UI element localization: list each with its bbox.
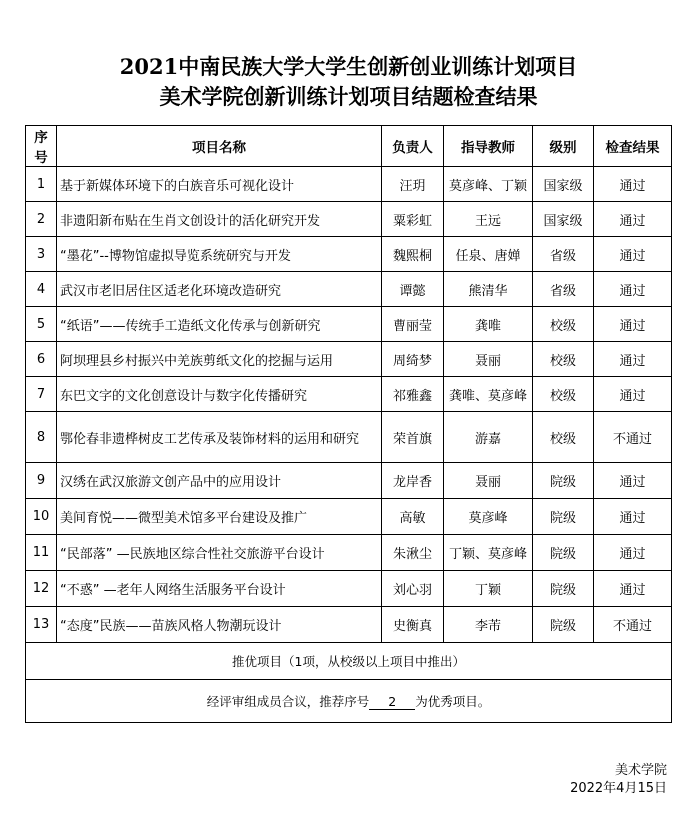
row-project-name: 武汉市老旧居住区适老化环境改造研究: [57, 272, 382, 307]
row-leader: 祁雅鑫: [382, 377, 444, 412]
row-leader: 史衡真: [382, 607, 444, 643]
row-advisor: 龚唯、莫彦峰: [444, 377, 533, 412]
row-result: 通过: [594, 499, 672, 535]
table-row: [26, 237, 672, 272]
document-title-line2: 美术学院创新训练计划项目结题检查结果: [159, 84, 538, 109]
row-advisor: 莫彦峰、丁颖: [444, 167, 533, 202]
row-leader: 周绮梦: [382, 342, 444, 377]
row-leader: 谭懿: [382, 272, 444, 307]
row-advisor: 游嘉: [444, 412, 533, 463]
table-row: [26, 571, 672, 607]
recommend-note: 推优项目（1项，从校级以上项目中推出）: [26, 643, 672, 680]
row-no: 10: [26, 499, 57, 535]
footer-organization: 美术学院: [614, 763, 667, 778]
row-no: 3: [26, 237, 57, 272]
row-level: 校级: [533, 412, 594, 463]
row-leader: 刘心羽: [382, 571, 444, 607]
row-level: 院级: [533, 535, 594, 571]
row-advisor: 聂丽: [444, 342, 533, 377]
row-level: 国家级: [533, 167, 594, 202]
row-level: 院级: [533, 607, 594, 643]
row-no: 8: [26, 412, 57, 463]
row-result: 通过: [594, 463, 672, 499]
row-level: 院级: [533, 571, 594, 607]
row-result: 通过: [594, 307, 672, 342]
recommend-note-row: [26, 643, 672, 680]
row-result: 通过: [594, 167, 672, 202]
row-result: 不通过: [594, 607, 672, 643]
header-level: 级别: [533, 126, 594, 167]
table-row: [26, 272, 672, 307]
document-title-line1: 2021中南民族大学大学生创新创业训练计划项目: [119, 54, 578, 79]
row-no: 5: [26, 307, 57, 342]
row-level: 省级: [533, 272, 594, 307]
row-advisor: 聂丽: [444, 463, 533, 499]
row-advisor: 任泉、唐婵: [444, 237, 533, 272]
row-project-name: “态度”民族——苗族风格人物潮玩设计: [57, 607, 382, 643]
row-project-name: 东巴文字的文化创意设计与数字化传播研究: [57, 377, 382, 412]
row-advisor: 龚唯: [444, 307, 533, 342]
header-advisor: 指导教师: [444, 126, 533, 167]
row-project-name: “纸语”——传统手工造纸文化传承与创新研究: [57, 307, 382, 342]
row-leader: 魏熙桐: [382, 237, 444, 272]
conclusion-cell: [26, 680, 672, 723]
conclusion-suffix: 为优秀项目。: [415, 694, 491, 709]
row-project-name: 美间育悦——微型美术馆多平台建设及推广: [57, 499, 382, 535]
row-leader: 龙岸香: [382, 463, 444, 499]
row-project-name: 汉绣在武汉旅游文创产品中的应用设计: [57, 463, 382, 499]
row-level: 校级: [533, 377, 594, 412]
table-row: [26, 412, 672, 463]
row-project-name: “墨花”--博物馆虚拟导览系统研究与开发: [57, 237, 382, 272]
row-level: 院级: [533, 463, 594, 499]
table-row: [26, 535, 672, 571]
row-advisor: 丁颖: [444, 571, 533, 607]
table-row: [26, 202, 672, 237]
table-row: [26, 463, 672, 499]
table-header-row: [26, 126, 672, 167]
header-project-name: 项目名称: [57, 126, 382, 167]
header-leader: 负责人: [382, 126, 444, 167]
row-no: 1: [26, 167, 57, 202]
row-project-name: “民部落” —民族地区综合性社交旅游平台设计: [57, 535, 382, 571]
row-leader: 高敏: [382, 499, 444, 535]
row-level: 省级: [533, 237, 594, 272]
row-level: 院级: [533, 499, 594, 535]
row-advisor: 莫彦峰: [444, 499, 533, 535]
row-result: 通过: [594, 237, 672, 272]
row-leader: 曹丽莹: [382, 307, 444, 342]
row-result: 不通过: [594, 412, 672, 463]
row-advisor: 熊清华: [444, 272, 533, 307]
row-result: 通过: [594, 342, 672, 377]
row-advisor: 丁颖、莫彦峰: [444, 535, 533, 571]
conclusion-row: [26, 680, 672, 723]
table-row: [26, 307, 672, 342]
header-result: 检查结果: [594, 126, 672, 167]
table-row: [26, 607, 672, 643]
row-advisor: 王远: [444, 202, 533, 237]
row-result: 通过: [594, 272, 672, 307]
row-result: 通过: [594, 202, 672, 237]
row-level: 校级: [533, 342, 594, 377]
row-advisor: 李芾: [444, 607, 533, 643]
row-no: 7: [26, 377, 57, 412]
row-no: 12: [26, 571, 57, 607]
row-no: 6: [26, 342, 57, 377]
row-leader: 粟彩虹: [382, 202, 444, 237]
row-project-name: 基于新媒体环境下的白族音乐可视化设计: [57, 167, 382, 202]
footer-date: 2022年4月15日: [570, 781, 667, 796]
recommended-number: 2: [369, 694, 415, 710]
row-no: 4: [26, 272, 57, 307]
row-no: 11: [26, 535, 57, 571]
row-leader: 荣首旗: [382, 412, 444, 463]
row-project-name: “不惑” —老年人网络生活服务平台设计: [57, 571, 382, 607]
table-row: [26, 167, 672, 202]
row-result: 通过: [594, 571, 672, 607]
row-level: 国家级: [533, 202, 594, 237]
row-project-name: 非遗阳新布贴在生肖文创设计的活化研究开发: [57, 202, 382, 237]
row-leader: 汪玥: [382, 167, 444, 202]
row-no: 9: [26, 463, 57, 499]
row-result: 通过: [594, 377, 672, 412]
conclusion-prefix: 经评审组成员合议，推荐序号: [206, 694, 370, 709]
table-row: [26, 499, 672, 535]
row-no: 13: [26, 607, 57, 643]
table-row: [26, 342, 672, 377]
header-no: 序号: [26, 126, 57, 167]
row-project-name: 阿坝理县乡村振兴中羌族剪纸文化的挖掘与运用: [57, 342, 382, 377]
row-leader: 朱湫尘: [382, 535, 444, 571]
row-project-name: 鄂伦春非遗桦树皮工艺传承及装饰材料的运用和研究: [57, 412, 382, 463]
row-result: 通过: [594, 535, 672, 571]
row-no: 2: [26, 202, 57, 237]
results-table: [25, 125, 672, 723]
row-level: 校级: [533, 307, 594, 342]
table-row: [26, 377, 672, 412]
